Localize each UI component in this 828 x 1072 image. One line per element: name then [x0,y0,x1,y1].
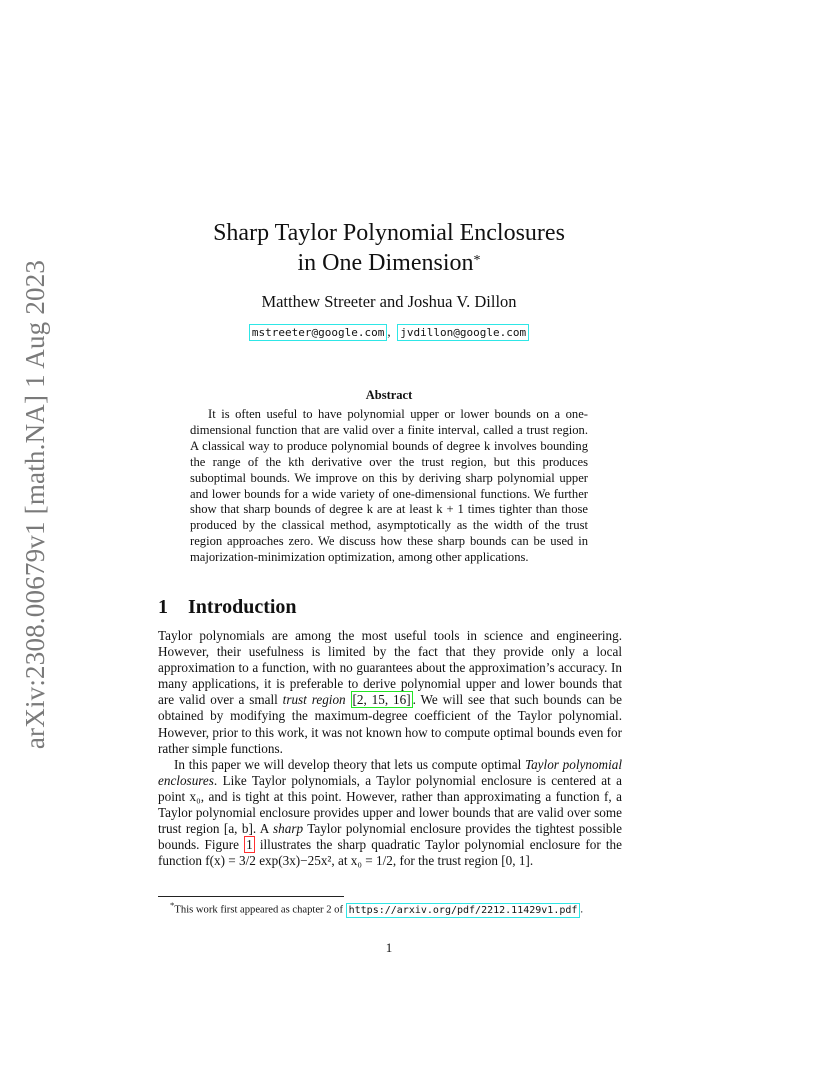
abstract-text: It is often useful to have polynomial upper or lower bounds on a one-dimensional function that are valid over a finite interval, called a trust region. A classical way to produce polynomial bounds of degree k involves bounding the range of the kth derivative over the trust region, but this produces suboptimal bounds. We improve on this by deriving sharp polynomial upper and lower bounds for a wide variety of one-dimensional functions. We further show that sharp bounds of degree k are at least k + 1 times tighter than those produced by the classical method, asymptotically as the width of the trust region approaches zero. We discuss how these sharp bounds can be used in majorization-minimization optimization, among other applications. [190,407,588,565]
intro-p2-text-b: . Like Taylor polynomials, a Taylor polynomial enclosure is centered at a point x₀, and is tight at this point. However, rather than approximating a function f, a Taylor polynomial enclosure provides upper and lower bounds that are valid over some trust region [a, b]. A [158,772,622,837]
section-heading [158,596,297,619]
intro-p1-text-b: . We will see that such bounds can be obtained by modifying the maximum-degree coefficient of the Taylor polynomial. However, prior to this work, it was not known how to compute optimal bounds even for rather simple functions. [158,692,622,756]
paper-title [0,218,778,278]
author-emails [0,324,778,341]
email-separator: , [387,324,391,339]
footnote-mark: * [170,900,175,910]
intro-p2-text-c: Taylor polynomial enclosure provides the tightest possible bounds. Figure [158,821,622,853]
arxiv-identifier: arXiv:2308.00679v1 [math.NA] 1 Aug 2023 [20,259,51,749]
footnote [170,900,583,916]
intro-p2-emphasis-sharp: sharp [273,821,304,837]
citation-link[interactable]: [2, 15, 16] [352,692,411,708]
abstract-heading: Abstract [365,388,413,402]
introduction-body [158,628,622,869]
intro-p1-text-a: Taylor polynomials are among the most useful tools in science and engineering. However, their usefulness is limited by the fact that they provide only a local approximation to a function, with no guarantees about the approximation’s accuracy. In many applications, it is preferable to derive polynomial upper and lower bounds that are valid over a small [158,628,622,708]
section-number: 1 [158,596,168,618]
footnote-end: . [580,904,584,916]
section-title: Introduction [188,596,297,618]
page-number: 1 [385,940,393,955]
footnote-url-link[interactable]: https://arxiv.org/pdf/2212.11429v1.pdf [346,903,581,918]
title-footnote-mark: * [473,253,481,268]
intro-p2-emphasis: Taylor polynomial enclosures [158,756,622,788]
title-line-2 [0,248,778,278]
title-line-1: Sharp Taylor Polynomial Enclosures [213,220,565,246]
intro-p2-text-d: illustrates the sharp quadratic Taylor polynomial enclosure for the function f(x) = 3/2 exp(3x)−25x², at x₀ = 1/2, for the trust region [0, 1]. [158,837,623,869]
intro-paragraph-2 [158,757,622,870]
intro-p2-text-a: In this paper we will develop theory that lets us compute optimal [174,756,525,772]
email-link-dillon[interactable]: jvdillon@google.com [397,324,529,341]
footnote-rule [158,896,344,897]
author-list: Matthew Streeter and Joshua V. Dillon [261,292,517,311]
intro-paragraph-1 [158,628,622,757]
intro-p1-emphasis: trust region [282,692,346,708]
footnote-text: This work first appeared as chapter 2 of [174,904,346,916]
figure-reference-link[interactable]: 1 [246,837,253,853]
title-line-2-text: in One Dimension [297,250,474,276]
email-link-streeter[interactable]: mstreeter@google.com [249,324,387,341]
